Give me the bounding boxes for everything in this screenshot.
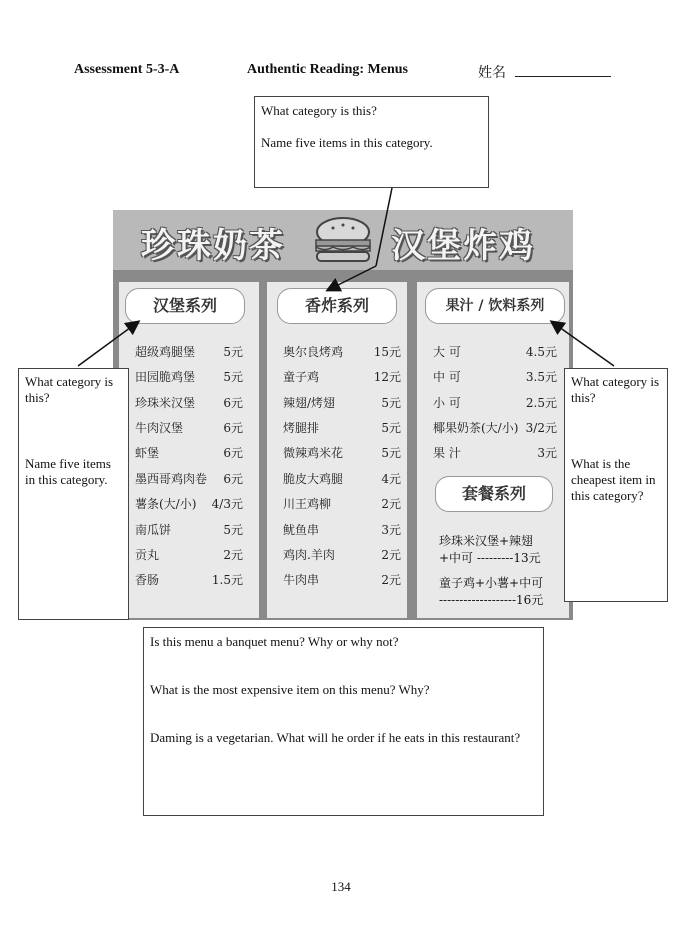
menu-item: 珍珠米汉堡 6元: [135, 396, 243, 410]
assessment-id: Assessment 5-3-A: [74, 62, 180, 77]
combo-2-line-1: 童子鸡+小薯+中可: [439, 576, 544, 590]
menu-item: 鸡肉.羊肉 2元: [283, 548, 401, 562]
menu-item: 墨西哥鸡肉卷 6元: [135, 472, 243, 486]
menu-item: 牛肉汉堡 6元: [135, 421, 243, 435]
top-question-category: What category is this?: [261, 103, 377, 118]
menu-item: 中 可 3.5元: [433, 370, 557, 384]
menu-item: 鱿鱼串 3元: [283, 523, 401, 537]
menu-item: 烤腿排 5元: [283, 421, 401, 435]
menu-item: 大 可 4.5元: [433, 345, 557, 359]
menu-item: 牛肉串 2元: [283, 573, 401, 587]
menu-item: 椰果奶茶(大/小) 3/2元: [433, 421, 557, 435]
top-question-items: Name five items in this category.: [261, 135, 433, 150]
combo-1-line-2: +中可 ---------13元: [439, 551, 541, 565]
menu-item: 微辣鸡米花 5元: [283, 446, 401, 460]
combo-1-line-1: 珍珠米汉堡+辣翅: [439, 534, 534, 548]
right-arrow: [552, 322, 614, 366]
drinks-category-label: 果汁 / 饮料系列: [425, 288, 565, 324]
left-question-category: What category is this?: [25, 374, 114, 405]
menu-item: 香肠 1.5元: [135, 573, 243, 587]
top-arrow: [328, 266, 376, 290]
fried-category-label: 香炸系列: [277, 288, 397, 324]
right-question-cheapest: What is the cheapest item in this category?: [571, 456, 656, 503]
menu-title-right: 汉堡炸鸡: [391, 226, 535, 266]
left-question-items: Name five items in this category.: [25, 456, 111, 487]
menu-item: 奥尔良烤鸡 15元: [283, 345, 401, 359]
menu-title-left: 珍珠奶茶: [141, 226, 285, 266]
bottom-question-banquet: Is this menu a banquet menu? Why or why not?: [150, 634, 399, 649]
combo-2-line-2: -------------------16元: [439, 593, 544, 607]
left-arrow: [78, 322, 138, 366]
menu-item: 辣翅/烤翅 5元: [283, 396, 401, 410]
menu-item: 薯条(大/小) 4/3元: [135, 497, 243, 511]
page-number: 134: [331, 879, 351, 894]
burger-category-label: 汉堡系列: [125, 288, 245, 324]
menu-item: 田园脆鸡堡 5元: [135, 370, 243, 384]
menu-item: 小 可 2.5元: [433, 396, 557, 410]
bottom-question-vegetarian: Daming is a vegetarian. What will he order if he eats in this restaurant?: [150, 730, 521, 745]
bottom-question-expensive: What is the most expensive item on this menu? Why?: [150, 682, 430, 697]
top-arrow-segment: [376, 188, 392, 266]
menu-item: 南瓜饼 5元: [135, 523, 243, 537]
menu-item: 童子鸡 12元: [283, 370, 401, 384]
right-question-category: What category is this?: [571, 374, 660, 405]
menu-item: 脆皮大鸡腿 4元: [283, 472, 401, 486]
menu-item: 贡丸 2元: [135, 548, 243, 562]
menu-item: 果 汁 3元: [433, 446, 557, 460]
name-label: 姓名: [478, 65, 506, 81]
menu-item: 川王鸡柳 2元: [283, 497, 401, 511]
menu-item: 虾堡 6元: [135, 446, 243, 460]
menu-item: 超级鸡腿堡 5元: [135, 345, 243, 359]
bottom-question-box: [143, 627, 544, 816]
worksheet-title: Authentic Reading: Menus: [247, 62, 409, 77]
combo-category-label: 套餐系列: [435, 476, 553, 512]
